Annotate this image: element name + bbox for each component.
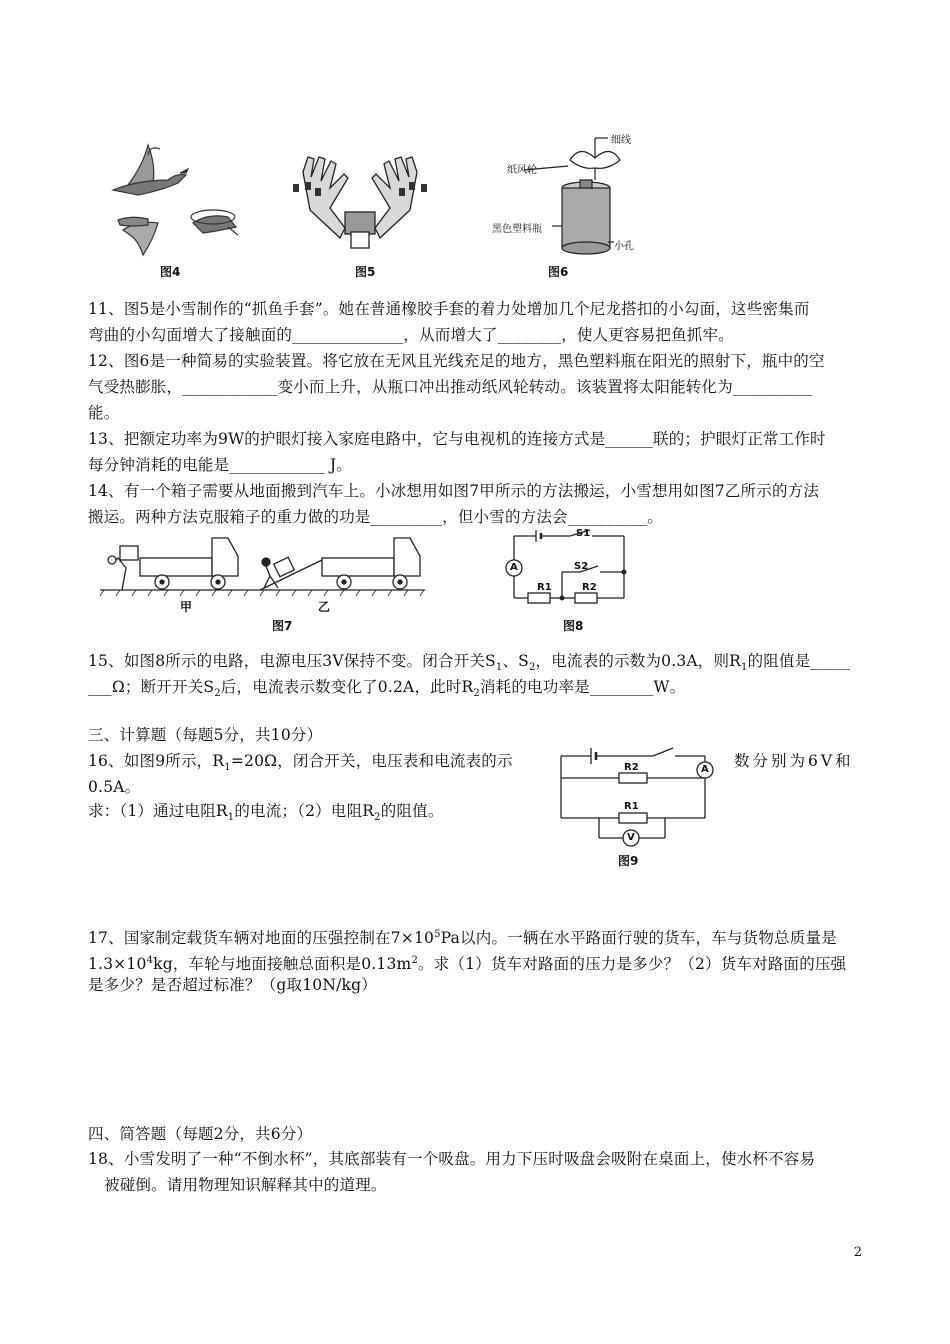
figure-6-label-hole: 小孔 xyxy=(614,241,634,252)
figure-5-caption: 图5 xyxy=(355,265,376,279)
q13-line-2: 每分钟消耗的电能是____________ J。 xyxy=(88,456,352,474)
q16-line-2: 0.5A。 xyxy=(88,778,141,796)
figure-4-birds xyxy=(108,135,248,265)
figure-4-caption: 图4 xyxy=(160,265,181,279)
figure-8-label-s1: S1 xyxy=(576,528,591,539)
figure-5-gloves xyxy=(285,152,435,257)
q17-line-3: 是多少？是否超过标准？（g取10N/kg） xyxy=(88,976,377,994)
q17-line-1: 17、国家制定载货车辆对地面的压强控制在$7\times 10^5Pa$以内。一辆在水平路面行驶的货车，车与货物总质量是 xyxy=(88,929,837,948)
figure-6-label-pinwheel: 纸风轮 xyxy=(507,165,537,176)
q12-line-2: 气受热膨胀，____________变小而上升，从瓶口冲出推动纸风轮转动。该装置将太阳能转化为__________ xyxy=(88,378,813,396)
q17-line-2: $1.3\times 10^4kg$，车轮与地面接触总面积是$0.13m^2$。求（1）货车对路面的压力是多少？（2）货车对路面的压强 xyxy=(88,955,847,974)
q11-line-2: 弯曲的小勾面增大了接触面的______________，从而增大了________，使人更容易把鱼抓牢。 xyxy=(88,326,734,344)
figure-9-label-r1: R1 xyxy=(624,801,639,812)
page-number: 2 xyxy=(853,1245,862,1260)
figure-9-voltmeter: V xyxy=(627,832,635,843)
q15-line-2: ___Ω；断开开关$S_2$后，电流表示数变化了0.2A，此时$R_2$消耗的电功率是________W。 xyxy=(88,678,686,700)
q18-line-1: 18、小雪发明了一种“不倒水杯”，其底部装有一个吸盘。用力下压时吸盘会吸附在桌面上，使水杯不容易 xyxy=(88,1150,816,1168)
figure-8-ammeter: A xyxy=(510,562,518,573)
q14-line-2: 搬运。两种方法克服箱子的重力做的功是_________，但小雪的方法会__________。 xyxy=(88,508,663,526)
q12-line-3: 能。 xyxy=(88,404,120,422)
figure-7-label-yi: 乙 xyxy=(318,600,331,614)
q18-line-2: 被碰倒。请用物理知识解释其中的道理。 xyxy=(104,1176,387,1194)
figure-8-label-r1: R1 xyxy=(537,582,552,593)
figure-7-label-jia: 甲 xyxy=(180,600,193,614)
q14-line-1: 14、有一个箱子需要从地面搬到汽车上。小冰想用如图7甲所示的方法搬运，小雪想用如图7乙所示的方法 xyxy=(88,482,820,500)
figure-8-label-s2: S2 xyxy=(574,561,589,572)
q13-line-1: 13、把额定功率为9W的护眼灯接入家庭电路中，它与电视机的连接方式是______联的；护眼灯正常工作时 xyxy=(88,430,826,448)
q16-line-1-right: 数分别为6V和 xyxy=(734,752,854,770)
q16-line-3: 求：（1）通过电阻$R_1$的电流；（2）电阻$R_2$的阻值。 xyxy=(88,802,444,824)
figure-9-ammeter: A xyxy=(701,764,709,775)
figure-9-label-r2: R2 xyxy=(624,762,639,773)
figure-7-caption: 图7 xyxy=(272,619,293,633)
figure-7-trucks xyxy=(100,528,430,608)
figure-8-label-r2: R2 xyxy=(582,582,597,593)
figure-8-caption: 图8 xyxy=(563,619,584,633)
q12-line-1: 12、图6是一种简易的实验装置。将它放在无风且光线充足的地方，黑色塑料瓶在阳光的照射下，瓶中的空 xyxy=(88,352,825,370)
figure-6-label-bottle: 黑色塑料瓶 xyxy=(492,224,542,235)
q16-line-1: 16、如图9所示，$R_1=20\Omega$，闭合开关，电压表和电流表的示 xyxy=(88,752,513,774)
q11-line-1: 11、图5是小雪制作的“抓鱼手套”。她在普通橡胶手套的着力处增加几个尼龙搭扣的小勾面，这些密集而 xyxy=(88,300,810,318)
figure-6-label-thread: 细线 xyxy=(611,135,631,146)
figure-6-caption: 图6 xyxy=(548,265,569,279)
figure-8-circuit xyxy=(500,528,635,608)
section-3-title: 三、计算题（每题5分，共10分） xyxy=(88,726,323,744)
figure-9-caption: 图9 xyxy=(618,854,639,868)
figure-9-circuit xyxy=(555,742,720,852)
section-4-title: 四、简答题（每题2分，共6分） xyxy=(88,1125,313,1143)
q15-line-1: 15、如图8所示的电路，电源电压3V保持不变。闭合开关$S_1$、$S_2$，电流表的示数为0.3A，则$R_1$的阻值是_____ xyxy=(88,652,851,674)
